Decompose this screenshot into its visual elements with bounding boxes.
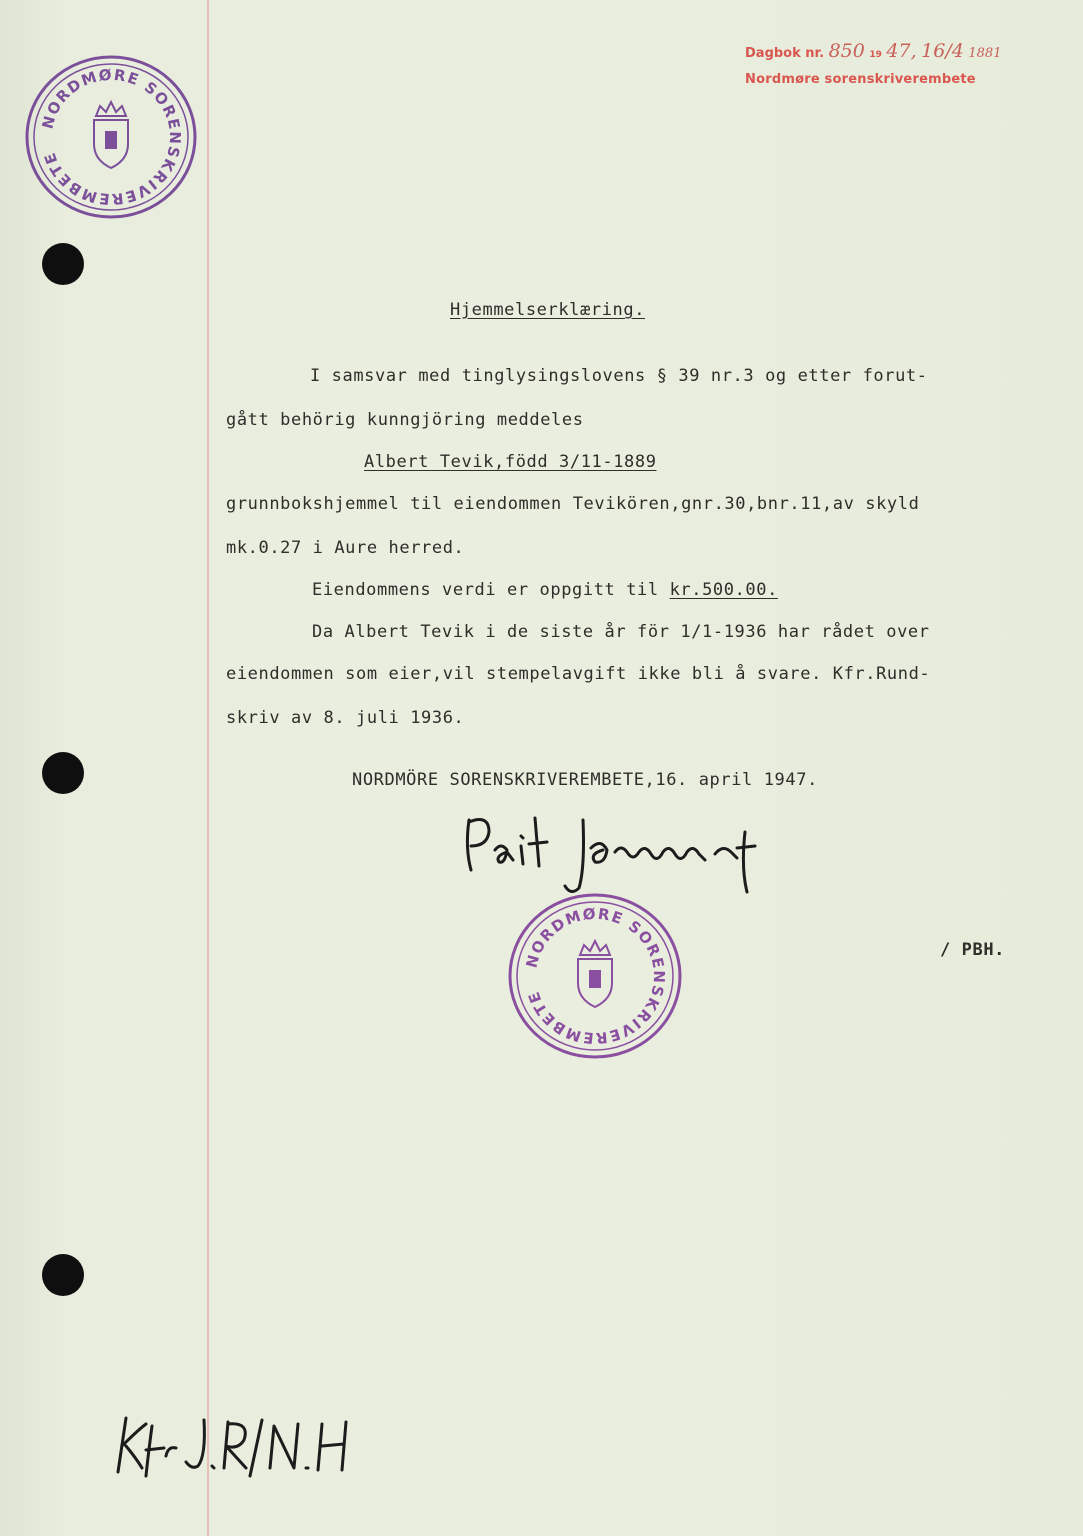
paragraph-line: [312, 580, 778, 600]
property-value: kr.500.00.: [669, 580, 778, 600]
punch-hole-top: [42, 243, 84, 285]
dagbok-extra: 1881: [968, 46, 1002, 61]
official-seal-bottom: [505, 890, 685, 1062]
seal-text: NORDMØRE SORENSKRIVEREMBETE: [38, 65, 185, 209]
margin-line: [207, 0, 209, 1536]
office-name: Nordmøre sorenskriverembete: [745, 72, 976, 87]
dagbok-line: [745, 40, 1001, 62]
place-date-line: NORDMÖRE SORENSKRIVEREMBETE,16. april 1947.: [352, 770, 818, 790]
handwritten-signature: [455, 808, 775, 898]
paragraph-line: eiendommen som eier,vil stempelavgift ikke bli å svare. Kfr.Rund-: [226, 664, 931, 684]
paragraph-line: skriv av 8. juli 1936.: [226, 708, 465, 728]
dagbok-number: 850: [828, 40, 865, 62]
paragraph-line: I samsvar med tinglysingslovens § 39 nr.3 og etter forut-: [310, 366, 928, 386]
dagbok-label: Dagbok nr.: [745, 46, 825, 61]
paragraph-line: mk.0.27 i Aure herred.: [226, 538, 465, 558]
seal-text: NORDMØRE SORENSKRIVEREMBETE: [522, 904, 669, 1048]
paragraph-line: Da Albert Tevik i de siste år för 1/1-1936 har rådet over: [312, 622, 930, 642]
crown-shield-icon: [578, 941, 612, 1007]
punch-hole-middle: [42, 752, 84, 794]
dagbok-date: 16/4: [921, 40, 964, 62]
paragraph-line: grunnbokshjemmel til eiendommen Tevikören,gnr.30,bnr.11,av skyld: [226, 494, 920, 514]
dagbok-stamp: [745, 36, 1075, 96]
official-seal-top: [22, 52, 200, 222]
year-label: 19: [869, 50, 882, 60]
dagbok-year: 47,: [886, 40, 917, 62]
initials-ref: / PBH.: [940, 940, 1006, 960]
document-title: Hjemmelserklæring.: [450, 300, 646, 320]
crown-shield-icon: [94, 102, 128, 168]
handwritten-note: [112, 1410, 352, 1480]
owner-name: Albert Tevik,född 3/11-1889: [364, 452, 657, 472]
value-statement: Eiendommens verdi er oppgitt til: [312, 580, 670, 600]
paragraph-line: gått behörig kunngjöring meddeles: [226, 410, 584, 430]
punch-hole-bottom: [42, 1254, 84, 1296]
